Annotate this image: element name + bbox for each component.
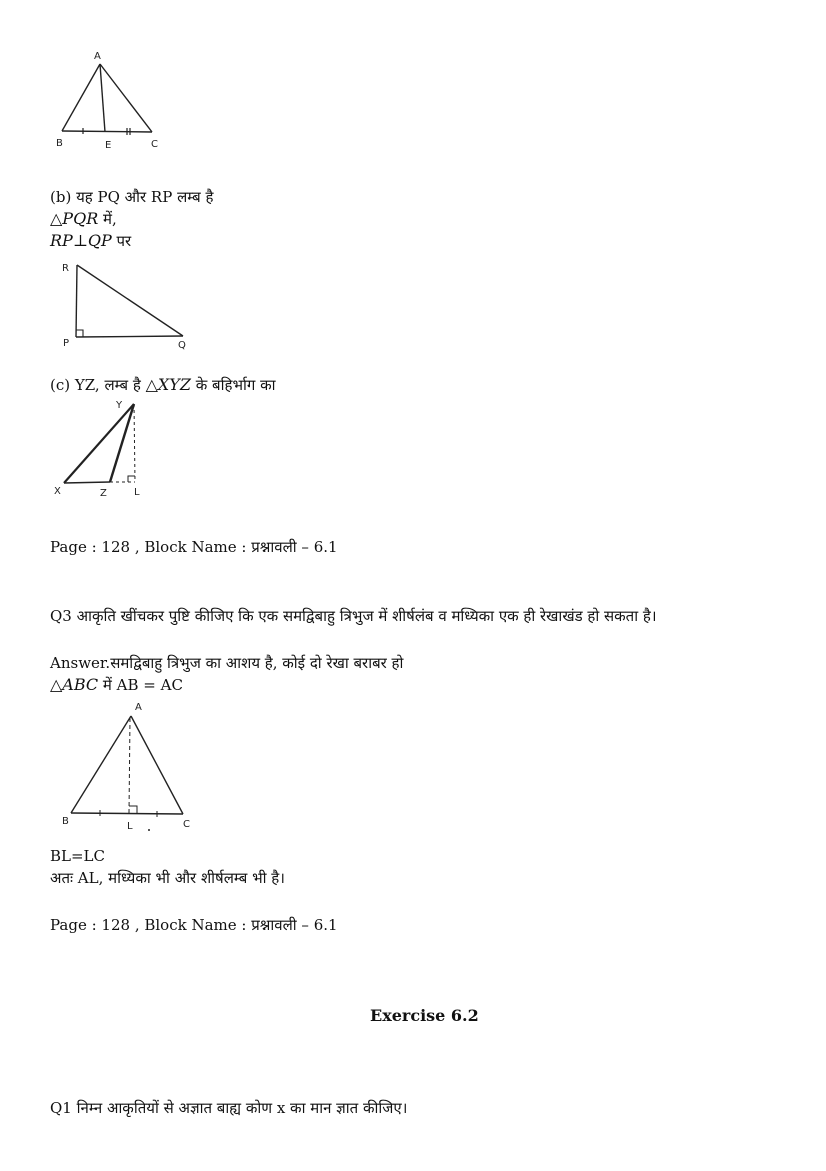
label-c: C (151, 139, 158, 150)
triangle-abc: △ABC (50, 675, 99, 694)
label-x: X (54, 486, 61, 497)
triangle-xyz: △XYZ (145, 375, 191, 394)
figure-isosceles-triangle-abc (56, 696, 201, 836)
median-ae (100, 64, 105, 132)
side-ac (131, 716, 183, 814)
side-pq (76, 336, 183, 337)
answer-conclusion: अतः AL, मध्यिका भी और शीर्षलम्ब भी है। (50, 869, 285, 887)
label-e: E (105, 140, 112, 151)
side-xz (64, 482, 110, 483)
answer-line2 (50, 676, 183, 694)
exercise-heading: Exercise 6.2 (370, 1006, 479, 1025)
triangle-pqr: △PQR (50, 209, 99, 228)
right-angle-mark (76, 330, 83, 337)
answer-line1: Answer.समद्विबाहु त्रिभुज का आशय है, कोई दो रेखा बराबर हो (50, 654, 404, 672)
side-ab (62, 64, 100, 131)
bl-equals-lc: BL=LC (50, 847, 105, 865)
part-c-suffix: के बहिर्भाग का (190, 376, 276, 394)
side-rp (76, 265, 77, 337)
label-z: Z (100, 488, 107, 499)
label-l: L (134, 487, 140, 498)
part-c-line (50, 376, 276, 394)
question-q1: Q1 निम्न आकृतियों से अज्ञात बाह्य कोण x का मान ज्ञात कीजिए। (50, 1099, 408, 1117)
page-reference-2: Page : 128 , Block Name : प्रश्नावली – 6.1 (50, 916, 338, 934)
label-a: A (135, 702, 142, 713)
part-b-line2-suffix: में, (98, 210, 117, 228)
figure-triangle-abc-median (50, 48, 170, 158)
altitude-al (129, 718, 130, 813)
label-a: A (94, 51, 101, 62)
label-q: Q (178, 340, 186, 351)
side-yz (110, 404, 134, 482)
side-ac (100, 64, 152, 132)
page-reference-1: Page : 128 , Block Name : प्रश्नावली – 6.1 (50, 538, 338, 556)
right-angle-mark (129, 806, 137, 813)
side-bc (71, 813, 183, 814)
label-c: C (183, 819, 190, 830)
part-b-line2 (50, 210, 117, 228)
question-q3: Q3 आकृति खींचकर पुष्टि कीजिए कि एक समद्विबाहु त्रिभुज में शीर्षलंब व मध्यिका एक ही रेखाखंड हो सकता है। (50, 607, 657, 625)
part-b-line1: (b) यह PQ और RP लम्ब है (50, 188, 214, 206)
perpendicular-statement: RP⊥QP (50, 231, 112, 250)
part-b-line3 (50, 232, 131, 250)
label-l: L (127, 821, 133, 832)
figure-obtuse-triangle-xyz (48, 394, 158, 504)
label-y: Y (116, 400, 123, 411)
figure-right-triangle-pqr (52, 256, 202, 356)
side-ab (71, 716, 131, 813)
label-p: P (63, 338, 70, 349)
label-r: R (62, 263, 69, 274)
side-rq (77, 265, 183, 336)
side-bc (62, 131, 152, 132)
perpendicular-yl (134, 404, 135, 482)
part-c-prefix: (c) YZ, लम्ब है (50, 376, 146, 394)
part-b-line3-suffix: पर (111, 232, 132, 250)
label-b: B (56, 138, 63, 149)
label-b: B (62, 816, 69, 827)
side-xy (64, 404, 134, 483)
answer-line2-suffix: में AB = AC (98, 676, 183, 694)
